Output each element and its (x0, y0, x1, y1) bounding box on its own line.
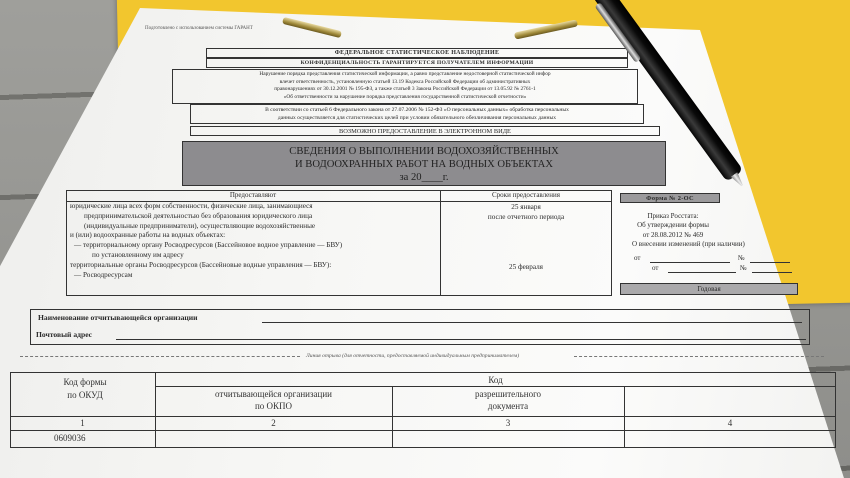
cut-line-right (574, 356, 824, 357)
date-field-1 (650, 262, 730, 263)
num-label-2: № (740, 264, 747, 272)
submitter-line: по установленному им адресу (92, 250, 184, 259)
submitter-line: предпринимательской деятельностью без образования юридического лица (84, 211, 313, 220)
cut-line-label: Линия отрыва (для отчетности, предоставляемой индивидуальным предпринимателем) (306, 353, 520, 359)
title-line: И ВОДООХРАННЫХ РАБОТ НА ВОДНЫХ ОБЪЕКТАХ (295, 159, 553, 170)
form-date: от 28.08.2012 № 469 (642, 230, 704, 239)
electronic-notice: ВОЗМОЖНО ПРЕДОСТАВЛЕНИЕ В ЭЛЕКТРОННОМ ВИДЕ (190, 126, 660, 136)
col-number-3: 3 (505, 418, 511, 428)
num-field-1 (750, 262, 790, 263)
personal-data-line: данных осуществляется для статистических целей при условии обязательного обезличивания персональных данных (277, 115, 557, 121)
okpo-label-1: отчитывающейся организации (215, 389, 332, 399)
submitter-line: — территориальному органу Росводресурсов (Бассейновое водное управление — БВУ) (74, 241, 343, 250)
form-order-block (618, 212, 728, 240)
violation-line: влечет ответственность, установленную статьей 13.19 Кодекса Российской Федерации об административных (279, 78, 531, 85)
okpo-label-2: по ОКПО (254, 401, 293, 411)
col-number-2: 2 (271, 418, 276, 428)
from-label-1: от (634, 254, 641, 262)
col-number-1: 1 (80, 418, 85, 428)
deadline-2: 25 февраля (509, 263, 543, 271)
form-number: Форма № 2-ОС (620, 193, 720, 203)
okud-label-1: Код формы (63, 377, 107, 387)
code-label: Код (488, 375, 503, 385)
table-head-left: Предоставляют (229, 191, 277, 199)
federal-header: ФЕДЕРАЛЬНОЕ СТАТИСТИЧЕСКОЕ НАБЛЮДЕНИЕ (206, 48, 628, 58)
org-name-label: Наименование отчитывающейся организации (38, 313, 198, 322)
form-order: Приказ Росстата: (647, 212, 699, 220)
num-label-1: № (738, 254, 745, 262)
deadline-1: 25 января (511, 203, 541, 211)
okud-label-2: по ОКУД (67, 390, 103, 400)
personal-data-notice (190, 104, 644, 124)
violation-line: «Об ответственности за нарушение порядка представления государственной статистической отчетности» (283, 93, 527, 100)
from-label-2: от (652, 264, 659, 272)
confidential-header: КОНФИДЕНЦИАЛЬНОСТЬ ГАРАНТИРУЕТСЯ ПОЛУЧАТЕЛЕМ ИНФОРМАЦИИ (206, 58, 628, 68)
table-head-right: Сроки предоставления (492, 191, 560, 199)
date-field-2 (668, 272, 736, 273)
num-field-2 (752, 272, 792, 273)
submitter-line: — Росводресурсам (74, 270, 133, 279)
top-note: Подготовлено с использованием системы ГАРАНТ (145, 26, 253, 31)
submitter-line: территориальные органы Росводресурсов (Бассейновые водные управления — БВУ): (70, 260, 332, 269)
violation-notice (172, 69, 638, 104)
form-title (182, 141, 666, 186)
cut-line-left (20, 356, 300, 357)
org-name-field (262, 322, 802, 323)
violation-line: Нарушение порядка представления статистической информации, а равно представление недостоверной статистической инфор (259, 71, 551, 77)
address-field (116, 339, 806, 340)
form-approval: Об утверждении формы (637, 221, 709, 230)
code-number-row-top (10, 416, 836, 417)
submitter-line: юридические лица всех форм собственности, физические лица, занимающиеся (70, 202, 313, 210)
address-label: Почтовый адрес (36, 330, 93, 339)
deadline-1-note: после отчетного периода (487, 212, 565, 221)
permit-label-2: документа (487, 401, 529, 411)
personal-data-line: В соответствии со статьей 6 Федерального закона от 27.07.2006 № 152-ФЗ «О персональных данных» обработка персональных (265, 107, 569, 113)
form-changes: О внесении изменений (при наличии) (632, 240, 745, 248)
code-col-3 (624, 386, 625, 448)
okud-value: 0609036 (54, 433, 86, 443)
permit-label-1: разрешительного (474, 389, 542, 399)
table-left-body (70, 202, 438, 280)
code-value-row-top (10, 430, 836, 431)
violation-line: правонарушениях от 30.12.2001 № 195-ФЗ, а также статьей 3 Закона Российской Федерации от 13.05.92 № 2761-1 (274, 86, 536, 93)
col-number-4: 4 (727, 418, 733, 428)
submitter-line: и (или) водоохранные работы на водных объектах: (70, 231, 226, 240)
title-line: СВЕДЕНИЯ О ВЫПОЛНЕНИИ ВОДОХОЗЯЙСТВЕННЫХ (289, 146, 559, 157)
period-badge: Годовая (620, 283, 798, 295)
title-period: за 20____г. (399, 172, 449, 183)
table-right-body (440, 203, 612, 223)
submitter-line: (индивидуальные предприниматели), осуществляющие водохозяйственные (84, 221, 316, 230)
code-subheader-line (155, 386, 836, 387)
